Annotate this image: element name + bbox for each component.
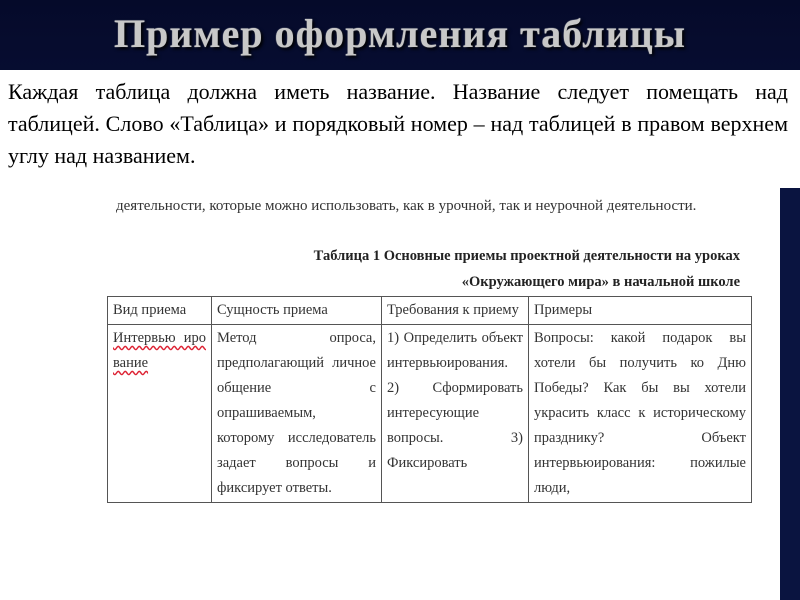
header-cell-requirements: Требования к приему (382, 297, 529, 325)
intro-panel (0, 70, 800, 188)
document-scan (0, 188, 780, 600)
cell-essence: Метод опроса, предполагающий личное общение с опрашиваемым, которому исследователь задает вопросы и фиксирует ответы. (212, 325, 382, 503)
cell-requirements: 1) Определить объект интервьюирования. 2) Сформировать интересующие вопросы. 3) Фиксировать (382, 325, 529, 503)
cell-examples: Вопросы: какой подарок вы хотели бы получить ко Дню Победы? Как бы вы хотели украсить класс к историческому празднику? Объект интервьюирования: пожилые люди, (529, 325, 752, 503)
table-header-row (108, 297, 752, 325)
document-leadin: деятельности, которые можно использовать, как в урочной, так и неурочной деятельности. (116, 198, 697, 214)
header-cell-examples: Примеры (529, 297, 752, 325)
header-cell-type: Вид приема (108, 297, 212, 325)
document-table (107, 296, 752, 503)
header-cell-essence: Сущность приема (212, 297, 382, 325)
slide-title: Пример оформления таблицы (113, 11, 687, 56)
table-row (108, 325, 752, 503)
table-caption-line2: «Окружающего мира» в начальной школе (461, 274, 740, 290)
intro-text: Каждая таблица должна иметь название. Название следует помещать над таблицей. Слово «Таблица» и порядковый номер – над таблицей в правом верхнем углу над названием. (8, 79, 788, 168)
cell-type: Интервью ирование (108, 325, 212, 503)
background-strip (780, 188, 800, 600)
table-caption-line1: Таблица 1 Основные приемы проектной деятельности на уроках (313, 248, 740, 264)
